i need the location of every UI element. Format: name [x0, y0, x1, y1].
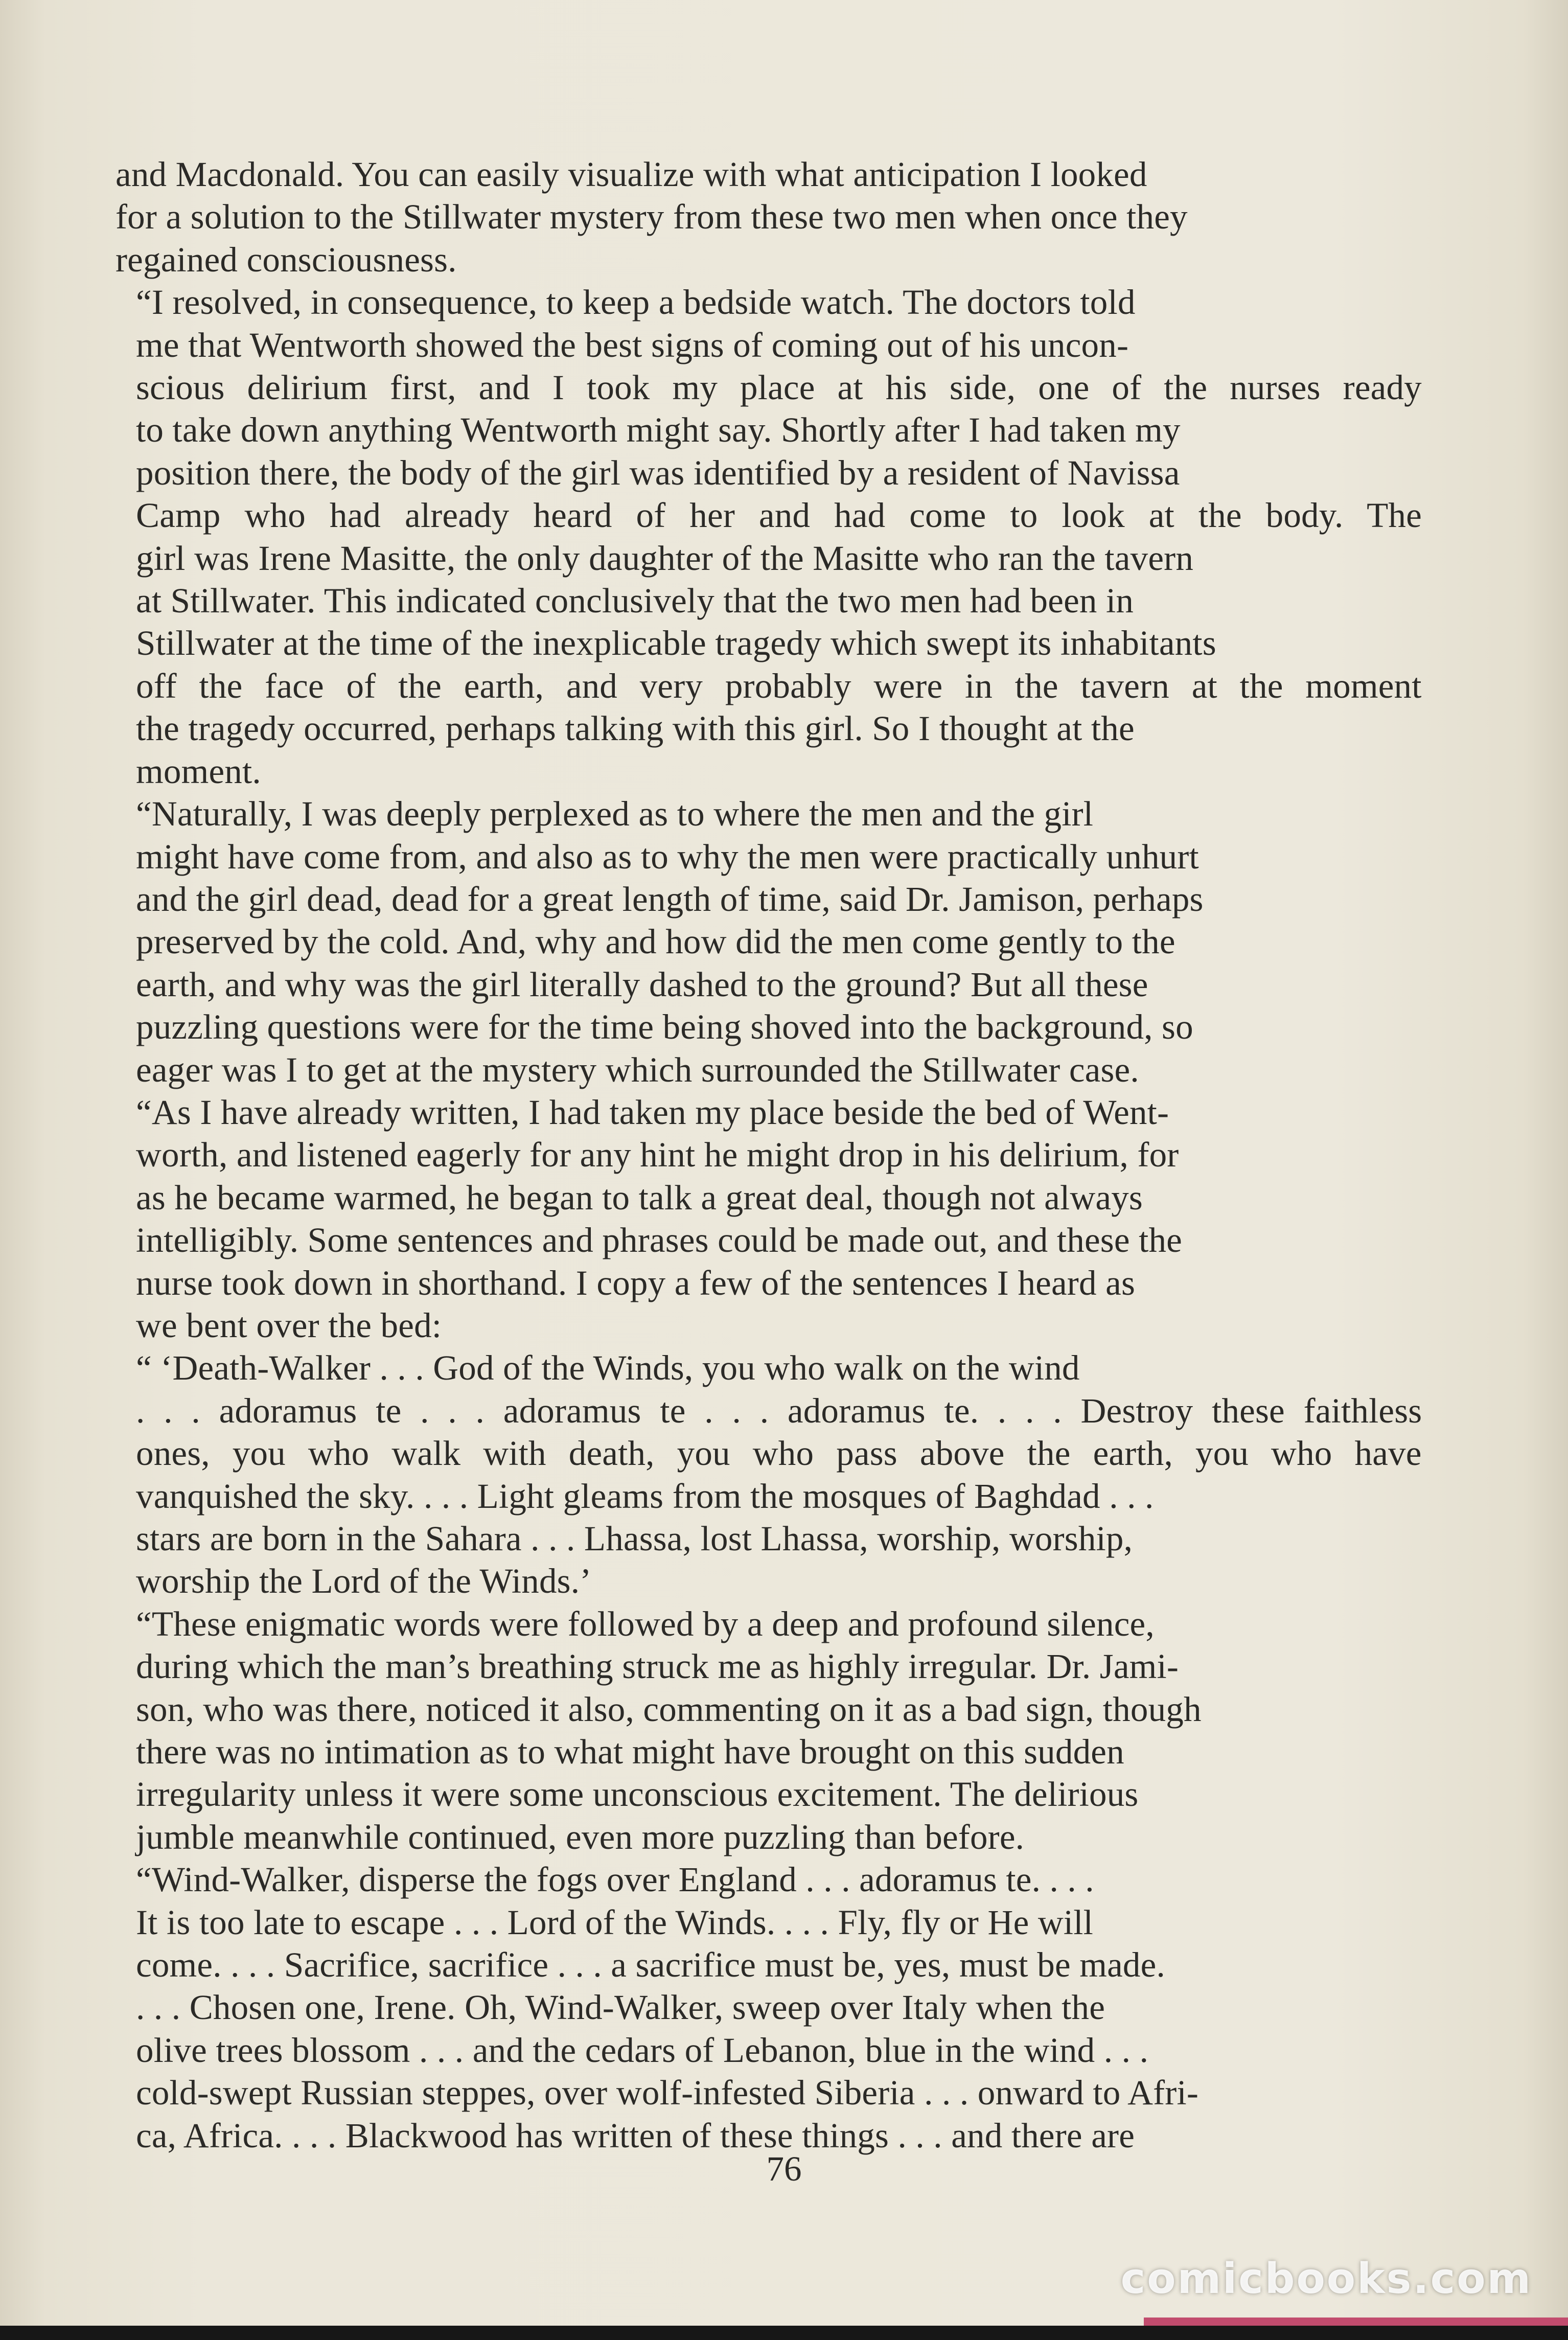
text-line: as he became warmed, he began to talk a great deal, though not always	[136, 1178, 1143, 1217]
text-line: come. . . . Sacrifice, sacrifice . . . a sacrifice must be, yes, must be made.	[136, 1945, 1165, 1985]
text-line: earth, and why was the girl literally dashed to the ground? But all these	[136, 965, 1148, 1004]
text-line: and the girl dead, dead for a great length of time, said Dr. Jamison, perhaps	[136, 879, 1204, 919]
scan-bottom-strip	[0, 2326, 1568, 2340]
text-line: “As I have already written, I had taken my place beside the bed of Went-	[136, 1092, 1169, 1132]
text-line: and Macdonald. You can easily visualize with what anticipation I looked	[116, 155, 1147, 194]
text-line: It is too late to escape . . . Lord of the Winds. . . . Fly, fly or He will	[136, 1902, 1093, 1942]
text-line: ones, you who walk with death, you who pass above the earth, you who have	[136, 1434, 1422, 1473]
paragraph	[116, 1091, 1422, 1347]
text-line: there was no intimation as to what might have brought on this sudden	[136, 1732, 1124, 1772]
text-line: preserved by the cold. And, why and how did the men come gently to the	[136, 922, 1175, 961]
text-line: Stillwater at the time of the inexplicable tragedy which swept its inhabitants	[136, 624, 1216, 663]
text-line: regained consciousness.	[116, 240, 457, 279]
text-line: “Naturally, I was deeply perplexed as to where the men and the girl	[136, 794, 1094, 834]
paragraph	[116, 1347, 1422, 1602]
paragraph	[116, 281, 1422, 793]
text-line: vanquished the sky. . . . Light gleams from the mosques of Baghdad . . .	[136, 1476, 1154, 1516]
paragraph	[116, 153, 1422, 281]
paragraph	[116, 1859, 1422, 2157]
text-line: off the face of the earth, and very probably were in the tavern at the moment	[136, 666, 1422, 705]
text-line: at Stillwater. This indicated conclusively that the two men had been in	[136, 581, 1134, 621]
text-line: me that Wentworth showed the best signs of coming out of his uncon-	[136, 325, 1129, 364]
text-line: eager was I to get at the mystery which surrounded the Stillwater case.	[136, 1050, 1139, 1089]
text-line: the tragedy occurred, perhaps talking with this girl. So I thought at the	[136, 709, 1135, 748]
paragraph	[116, 793, 1422, 1091]
text-line: intelligibly. Some sentences and phrases could be made out, and these the	[136, 1221, 1183, 1260]
paragraph	[116, 1603, 1422, 1859]
text-line: son, who was there, noticed it also, commenting on it as a bad sign, though	[136, 1689, 1202, 1729]
page-number: 76	[766, 2149, 802, 2188]
text-line: we bent over the bed:	[136, 1305, 442, 1345]
text-line: during which the man’s breathing struck me as highly irregular. Dr. Jami-	[136, 1647, 1179, 1686]
text-line: worship the Lord of the Winds.’	[136, 1562, 592, 1601]
text-line: girl was Irene Masitte, the only daughter of the Masitte who ran the tavern	[136, 538, 1194, 578]
text-line: irregularity unless it were some unconscious excitement. The delirious	[136, 1775, 1139, 1814]
text-line: “ ‘Death-Walker . . . God of the Winds, you who walk on the wind	[136, 1348, 1080, 1388]
text-line: . . . Chosen one, Irene. Oh, Wind-Walker, sweep over Italy when the	[136, 1988, 1105, 2027]
text-line: worth, and listened eagerly for any hint he might drop in his delirium, for	[136, 1135, 1179, 1175]
body-text	[116, 153, 1422, 2157]
text-line: puzzling questions were for the time being shoved into the background, so	[136, 1007, 1193, 1047]
text-line: nurse took down in shorthand. I copy a few of the sentences I heard as	[136, 1263, 1135, 1302]
watermark-logo: comicbooks.com	[1120, 2255, 1532, 2303]
text-line: “These enigmatic words were followed by a deep and profound silence,	[136, 1604, 1155, 1643]
text-line: olive trees blossom . . . and the cedars of Lebanon, blue in the wind . . .	[136, 2030, 1149, 2070]
text-line: Camp who had already heard of her and had come to look at the body. The	[136, 496, 1422, 535]
text-line: . . . adoramus te . . . adoramus te . . . adoramus te. . . . Destroy these faithless	[136, 1391, 1422, 1430]
text-line: cold-swept Russian steppes, over wolf-infested Siberia . . . onward to Afri-	[136, 2073, 1199, 2113]
text-line: jumble meanwhile continued, even more puzzling than before.	[136, 1817, 1025, 1856]
text-line: scious delirium first, and I took my place at his side, one of the nurses ready	[136, 368, 1422, 407]
text-line: position there, the body of the girl was identified by a resident of Navissa	[136, 453, 1180, 492]
text-line: for a solution to the Stillwater mystery from these two men when once they	[116, 197, 1188, 237]
text-line: moment.	[136, 751, 261, 791]
text-line: might have come from, and also as to why the men were practically unhurt	[136, 837, 1199, 876]
text-line: ca, Africa. . . . Blackwood has written of these things . . . and there are	[136, 2116, 1135, 2155]
text-line: to take down anything Wentworth might say. Shortly after I had taken my	[136, 410, 1181, 450]
page-edge-stripe	[1144, 2318, 1568, 2326]
text-line: stars are born in the Sahara . . . Lhassa, lost Lhassa, worship, worship,	[136, 1519, 1133, 1558]
text-line: “I resolved, in consequence, to keep a bedside watch. The doctors told	[136, 283, 1136, 322]
text-line: “Wind-Walker, disperse the fogs over England . . . adoramus te. . . .	[136, 1860, 1094, 1899]
